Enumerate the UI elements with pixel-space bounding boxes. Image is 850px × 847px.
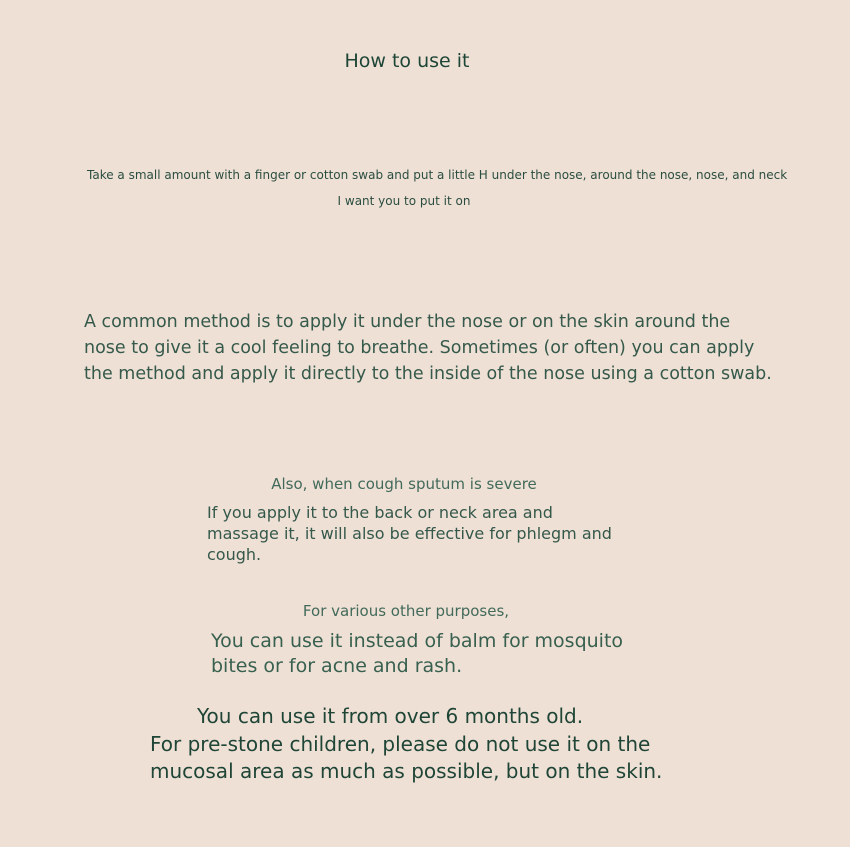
age-line-2: For pre-stone children, please do not use it on the mucosal area as much as possible, but on the skin. (150, 732, 663, 783)
age-line-1: You can use it from over 6 months old. (197, 704, 584, 728)
intro-line-1: Take a small amount with a finger or cotton swab and put a little H under the nose, around the nose, nose, and neck (87, 168, 788, 182)
cough-paragraph: If you apply it to the back or neck area and massage it, it will also be effective for phlegm and cough. (207, 503, 612, 564)
other-purposes-heading: For various other purposes, (302, 602, 510, 620)
other-purposes-paragraph: You can use it instead of balm for mosquito bites or for acne and rash. (211, 630, 624, 677)
common-method-paragraph: A common method is to apply it under the nose or on the skin around the nose to give it a cool feeling to breathe. Sometimes (or often) you can apply the method and apply it directly to the inside of the nose using a cotton swab. (84, 312, 772, 384)
page-title: How to use it (344, 50, 470, 72)
cough-heading: Also, when cough sputum is severe (271, 475, 537, 493)
intro-line-2: I want you to put it on (337, 194, 471, 208)
